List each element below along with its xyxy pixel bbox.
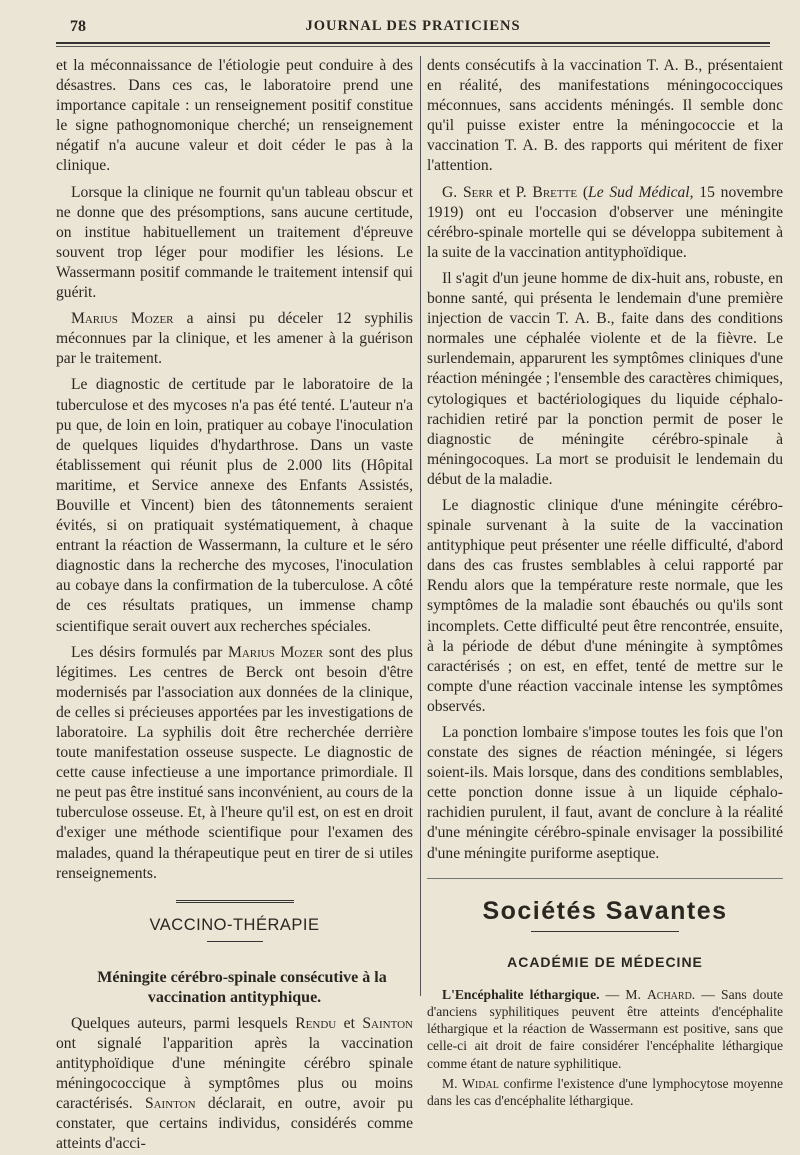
paragraph: Il s'agit d'un jeune homme de dix-huit ans, robuste, en bonne santé, qui présenta le lendemain d'une première injection de vaccin T. A. B., faite dans des conditions normales une céphalée violente et de la fièvre. Le surlendemain, apparurent les symptômes cliniques d'une réaction méningée ; l'ensemble des caractères chimiques, cytologiques et bactériologiques du liquide céphalo-rachidien retiré par la ponction permit de poser le diagnostic de méningite cérébro-spinale à méningocoques. La mort se produisit le lendemain du début de la maladie.	[427, 269, 783, 488]
society-report	[427, 986, 783, 1109]
paragraph: dents consécutifs à la vaccination T. A. B., présentaient en réalité, des manifestations méningococciques méconnues, sans accidents méningés. Il semble donc qu'il puisse exister entre la méningococcie et la vaccination T. A. B. des rapports qui méritent de fixer l'attention.	[427, 57, 783, 175]
paragraph-text: Les désirs formulés par	[71, 643, 228, 661]
paragraph	[427, 986, 783, 1072]
paragraph-text: (	[577, 183, 589, 201]
article-title: Méningite cérébro-spinale consécutive à la vaccination antityphique.	[97, 968, 387, 1006]
paragraph-text: G.	[442, 183, 463, 201]
author-name: Sainton	[144, 1095, 196, 1113]
author-name: Achard	[646, 986, 692, 1002]
paragraph	[56, 1014, 413, 1155]
author-name: Sainton	[362, 1014, 413, 1032]
report-title: L'Encéphalite léthargique.	[442, 986, 600, 1002]
paragraph: Le diagnostic de certitude par le laboratoire de la tuberculose et des mycoses n'a pas été tenté. L'auteur n'a pu que, de loin en loin, pratiquer au cobaye l'inoculation de quelques liquides d'hydarthrose. Dans un vaste établissement qui réunit plus de 2.000 lits (Hôpital maritime, et Service annexe des Enfants Assistés, Bouville et Vincent) bien des tâtonnements seraient évités, si on pratiquait systématiquement, à chaque entrant la réaction de Wassermann, la culture et le séro diagnostic dans la recherche des mycoses, l'inoculation au cobaye dans la confirmation de la tuberculose. A côté de ces résultats pratiques, un immense champ scientifique serait ouvert aux recherches spéciales.	[56, 376, 413, 635]
author-name: Rendu	[295, 1014, 337, 1032]
paragraph	[56, 309, 413, 369]
section-heading: VACCINO-THÉRAPIE	[149, 915, 320, 934]
paragraph: Le diagnostic clinique d'une méningite cérébro-spinale survenant à la suite de la vaccination antityphique peut présenter une réelle difficulté, d'abord dans des cas frustes semblables à celui rapporté par Rendu alors que la température reste normale, que les symptômes de la maladie sont ébauchés ou qu'ils sont incomplets. Cette difficulté peut être rencontrée, ensuite, à la période de début d'une méningite à symptômes caractérisés ; on est, en effet, tenté de mettre sur le compte d'une réaction vaccinale intense les symptômes observés.	[427, 496, 783, 715]
author-name: Marius Mozer	[71, 310, 174, 328]
paragraph-text: confirme l'existence d'une lymphocytose moyenne dans les cas d'encéphalite léthargique.	[427, 1075, 783, 1109]
header-rule	[56, 42, 770, 44]
paragraph	[56, 643, 413, 884]
section-box-rule	[427, 878, 783, 879]
section-title-rule	[531, 931, 679, 932]
column-divider	[420, 56, 421, 996]
paragraph-text: Quelques auteurs, parmi lesquels	[71, 1014, 296, 1032]
paragraph	[427, 1075, 783, 1109]
paragraph: La ponction lombaire s'impose toutes les fois que l'on constate des signes de réaction méningée, si légers soient-ils. Mais lorsque, dans des conditions semblables, cette ponction donne issue à un liquide céphalo-rachidien purulent, il faut, avant de conclure à la réalité d'une méningite cérébro-spinale envisager la possibilité d'une méningite puriforme aseptique.	[427, 724, 783, 862]
section-separator	[176, 900, 294, 905]
paragraph-text: . — Sans doute d'anciens syphilitiques peuvent être atteints d'encéphalite léthargique et la réaction de Wassermann est positive, sans que celle-ci ait droit de faire considérer l'encéphalite léthargique comme étant de nature syphilitique.	[427, 986, 784, 1071]
paragraph-text: ont signalé l'apparition après la vaccination antityphoïdique d'une méningite cérébro spinale méningococcique à symptômes plus ou moins caractérisés.	[56, 1034, 413, 1113]
author-name: Marius Mozer	[228, 643, 324, 661]
paragraph-text: a ainsi pu déceler 12 syphilis méconnues par la clinique, et les amener à la guérison par le traitement.	[56, 310, 414, 368]
journal-title: JOURNAL DES PRATICIENS	[305, 18, 521, 34]
journal-reference: Le Sud Médical	[588, 183, 690, 201]
page-header	[56, 14, 770, 38]
paragraph-text: déclarait, en outre, avoir pu constater, que certains individus, considérés comme atteints d'acci-	[56, 1095, 414, 1153]
right-column	[427, 56, 783, 1109]
section-title: Sociétés Savantes	[482, 896, 728, 925]
paragraph-text: et P.	[493, 183, 533, 201]
author-name: Brette	[532, 183, 578, 201]
paragraph	[427, 183, 783, 263]
heading-rule	[207, 941, 263, 942]
paragraph-text: M.	[442, 1075, 463, 1091]
paragraph: et la méconnaissance de l'étiologie peut conduire à des désastres. Dans ces cas, le laboratoire prend une importance capitale : un renseignement positif constitue le signe pathognomonique cherché; un renseignement négatif n'a aucune valeur et doit céder le pas à la clinique.	[56, 57, 413, 175]
header-rule-thin	[56, 46, 770, 47]
left-column	[56, 56, 413, 1155]
paragraph-text: et	[336, 1014, 363, 1032]
author-name: Serr	[462, 183, 494, 201]
page-number: 78	[70, 18, 86, 35]
subsection-heading: ACADÉMIE DE MÉDECINE	[507, 953, 703, 970]
author-name: Widal	[462, 1075, 499, 1091]
paragraph-text: — M.	[599, 986, 647, 1002]
paragraph-text: sont des plus légitimes. Les centres de Berck ont besoin d'être modernisés par l'association aux données de la clinique, de celles si précieuses apportées par les investigations de laboratoire. La syphilis doit être recherchée derrière toute manifestation osseuse suspecte. Le diagnostic de cette cause infectieuse a une importance primordiale. Il ne peut pas être institué sans inconvénient, au cours de la tuberculose osseuse. Et, à l'heure qu'il est, on est en droit d'exiger une méthode scientifique pour l'examen des malades, quand la thérapeutique peut en tirer de si utiles renseignements.	[56, 643, 413, 882]
paragraph-text: , 15 novembre 1919) ont eu l'occasion d'observer une méningite cérébro-spinale mortelle qui se développa subitement à la suite de la vaccination antityphoïdique.	[427, 183, 784, 261]
paragraph: Lorsque la clinique ne fournit qu'un tableau obscur et ne donne que des présomptions, sans aucune certitude, on institue habituellement un traitement d'épreuve souvent trop léger pour modifier les lésions. Le Wassermann positif commande le traitement intensif qui guérit.	[56, 183, 413, 302]
